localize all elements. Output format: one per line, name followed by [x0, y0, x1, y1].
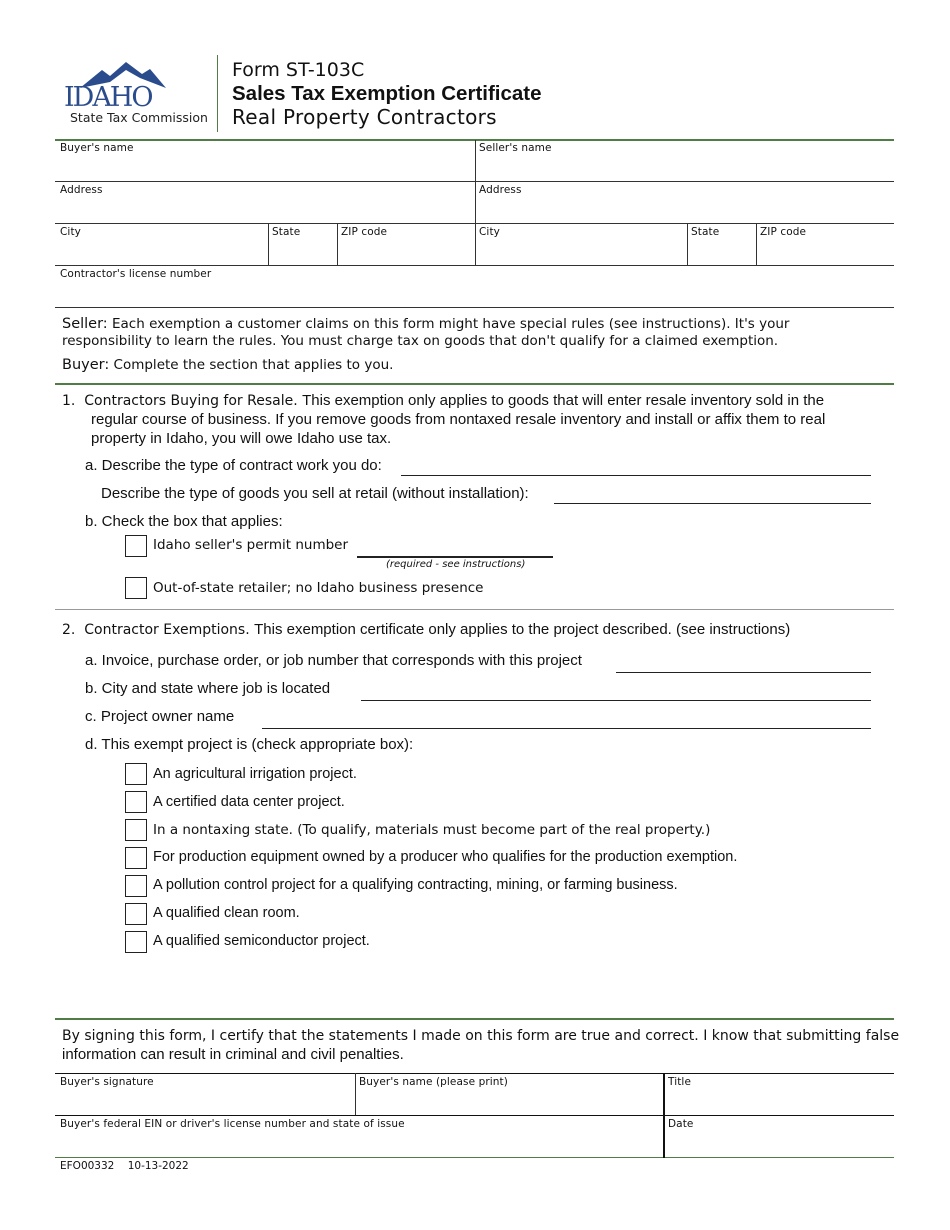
buyer-print-name-field[interactable]: Buyer's name (please print) — [359, 1076, 508, 1088]
section2-heading — [62, 621, 790, 638]
header-divider — [217, 55, 218, 132]
date-field[interactable]: Date — [668, 1118, 694, 1130]
clean-room-checkbox[interactable] — [125, 903, 147, 925]
option-label: A qualified semiconductor project. — [153, 933, 370, 949]
buyer-name-field[interactable]: Buyer's name — [60, 142, 134, 154]
idaho-logo — [62, 60, 212, 130]
production-equipment-checkbox[interactable] — [125, 847, 147, 869]
project-owner-input[interactable] — [262, 728, 871, 729]
contract-work-input[interactable] — [401, 475, 871, 476]
divider — [55, 1115, 894, 1116]
divider — [337, 223, 338, 266]
nontaxing-state-checkbox[interactable] — [125, 819, 147, 841]
divider — [355, 1073, 356, 1115]
job-location-label: b. City and state where job is located — [85, 680, 331, 697]
buyer-signature-field[interactable]: Buyer's signature — [60, 1076, 154, 1088]
out-of-state-checkbox[interactable] — [125, 577, 147, 599]
contract-work-label: a. Describe the type of contract work you do: — [85, 457, 382, 474]
buyer-instructions — [62, 357, 393, 373]
section-text: property in Idaho, you will owe Idaho use tax. — [91, 430, 392, 447]
seller-label: Seller: — [62, 316, 108, 332]
buyer-label: Buyer: — [62, 357, 110, 373]
divider — [55, 609, 894, 610]
job-number-input[interactable] — [616, 672, 871, 673]
seller-instructions — [62, 316, 789, 332]
section-title: Contractor Exemptions. — [84, 622, 250, 638]
section1-heading — [62, 392, 824, 409]
buyer-state-field[interactable]: State — [272, 226, 301, 238]
seller-address-field[interactable]: Address — [479, 184, 522, 196]
logo-text: IDAHO — [64, 82, 152, 113]
option-label: A pollution control project for a qualifying contracting, mining, or farming business. — [153, 877, 678, 893]
idaho-permit-checkbox[interactable] — [125, 535, 147, 557]
option-label: A certified data center project. — [153, 794, 345, 810]
divider — [756, 223, 757, 266]
seller-state-field[interactable]: State — [691, 226, 720, 238]
option-label: A qualified clean room. — [153, 905, 300, 921]
permit-note: (required - see instructions) — [386, 559, 526, 570]
buyer-address-field[interactable]: Address — [60, 184, 103, 196]
idaho-permit-label: Idaho seller's permit number — [153, 537, 349, 553]
form-subtitle: Real Property Contractors — [232, 105, 497, 129]
out-of-state-label: Out-of-state retailer; no Idaho business presence — [153, 580, 484, 596]
section-text: regular course of business. If you remove goods from nontaxed resale inventory and install or affix them to real — [91, 411, 826, 428]
form-number: Form ST-103C — [232, 59, 365, 81]
ein-field[interactable]: Buyer's federal EIN or driver's license number and state of issue — [60, 1118, 405, 1130]
data-center-checkbox[interactable] — [125, 791, 147, 813]
form-code: EFO00332 — [60, 1160, 115, 1172]
pollution-control-checkbox[interactable] — [125, 875, 147, 897]
retail-goods-input[interactable] — [554, 503, 871, 504]
permit-number-input[interactable] — [357, 556, 553, 558]
buyer-city-field[interactable]: City — [60, 226, 81, 238]
seller-city-field[interactable]: City — [479, 226, 500, 238]
section-text: This exemption certificate only applies to the project described. (see instructions) — [254, 621, 791, 638]
retail-goods-label: Describe the type of goods you sell at retail (without installation): — [101, 485, 529, 502]
divider — [55, 1073, 894, 1074]
certification-text: information can result in criminal and civil penalties. — [62, 1046, 404, 1063]
irrigation-checkbox[interactable] — [125, 763, 147, 785]
license-number-field[interactable]: Contractor's license number — [60, 268, 212, 280]
semiconductor-checkbox[interactable] — [125, 931, 147, 953]
section-title: Contractors Buying for Resale. — [84, 393, 298, 409]
divider — [475, 140, 476, 266]
divider — [55, 307, 894, 308]
check-box-label: b. Check the box that applies: — [85, 513, 283, 530]
form-footer — [60, 1160, 189, 1172]
option-label: In a nontaxing state. (To qualify, materials must become part of the real property.) — [153, 822, 711, 838]
divider — [55, 383, 894, 385]
logo-subtitle: State Tax Commission — [70, 110, 208, 125]
divider — [663, 1073, 665, 1158]
seller-zip-field[interactable]: ZIP code — [760, 226, 807, 238]
seller-name-field[interactable]: Seller's name — [479, 142, 552, 154]
divider — [268, 223, 269, 266]
option-label: An agricultural irrigation project. — [153, 766, 357, 782]
section-number: 2. — [62, 622, 76, 638]
buyer-zip-field[interactable]: ZIP code — [341, 226, 388, 238]
project-owner-label: c. Project owner name — [85, 708, 235, 725]
form-title: Sales Tax Exemption Certificate — [232, 82, 542, 105]
form-date: 10-13-2022 — [127, 1160, 189, 1172]
section-number: 1. — [62, 393, 76, 409]
certification-text: By signing this form, I certify that the statements I made on this form are true and correct. I know that submitting false — [62, 1028, 900, 1044]
job-number-label: a. Invoice, purchase order, or job number that corresponds with this project — [85, 652, 582, 669]
divider — [55, 1157, 894, 1158]
exempt-project-label: d. This exempt project is (check appropriate box): — [85, 736, 414, 753]
buyer-text: Complete the section that applies to you. — [113, 357, 394, 373]
divider — [687, 223, 688, 266]
job-location-input[interactable] — [361, 700, 871, 701]
divider — [55, 1018, 894, 1020]
seller-text: Each exemption a customer claims on this form might have special rules (see instructions). It's your — [112, 316, 790, 332]
option-label: For production equipment owned by a producer who qualifies for the production exemption. — [153, 849, 738, 865]
title-field[interactable]: Title — [668, 1076, 692, 1088]
section-text: This exemption only applies to goods that will enter resale inventory sold in the — [302, 392, 825, 409]
seller-text: responsibility to learn the rules. You must charge tax on goods that don't qualify for a claimed exemption. — [62, 333, 779, 349]
